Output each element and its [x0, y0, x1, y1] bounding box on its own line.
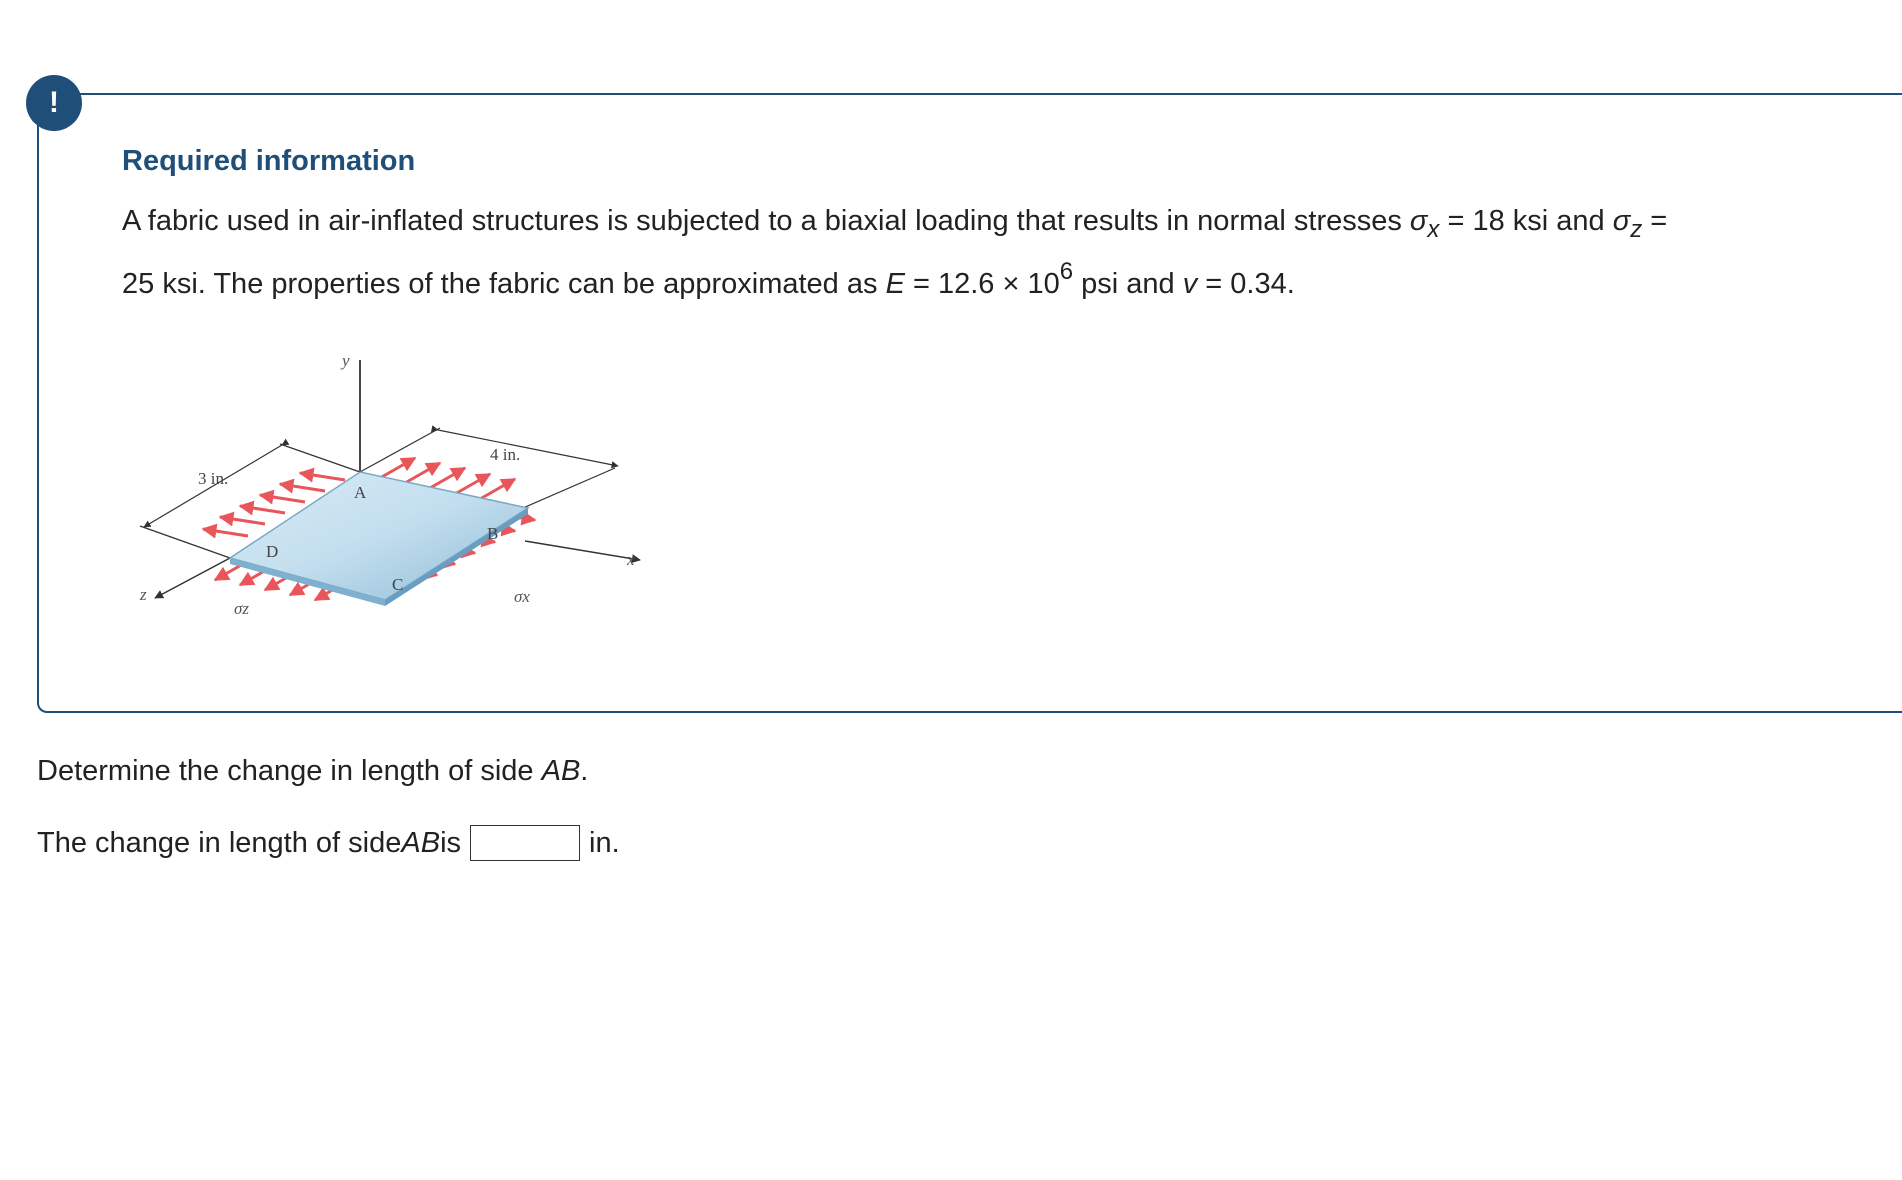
y-axis-label: y — [342, 351, 350, 370]
corner-label-d: D — [266, 542, 279, 561]
dimension-line-4in — [438, 430, 618, 466]
poisson-symbol: v — [1182, 268, 1198, 300]
sigma-x-value: = 18 ksi and — [1439, 205, 1613, 237]
answer-unit: in. — [589, 826, 620, 859]
statement-text: 25 ksi. The properties of the fabric can be approximated as — [122, 268, 886, 300]
stress-label-x: σx — [514, 587, 530, 606]
corner-label-b: B — [487, 524, 499, 543]
modulus-value: = 12.6 × 10 — [904, 268, 1060, 300]
corner-label-a: A — [354, 483, 367, 502]
answer-row — [37, 825, 620, 861]
answer-side-label: AB — [401, 826, 441, 859]
subscript-x: x — [1427, 216, 1440, 243]
z-axis-label: z — [140, 585, 147, 604]
corner-label-c: C — [392, 575, 404, 594]
sigma-symbol: σ — [1612, 205, 1631, 237]
question-end: . — [580, 755, 589, 787]
subscript-z: z — [1630, 216, 1643, 243]
statement-text: A fabric used in air-inflated structures is subjected to a biaxial loading that results in normal stresses — [122, 205, 1410, 237]
answer-is: is — [440, 826, 462, 859]
sigma-symbol: σ — [1409, 205, 1428, 237]
poisson-value: = 0.34. — [1197, 268, 1295, 300]
fabric-plate — [230, 472, 528, 600]
dimension-line-3in — [280, 444, 360, 472]
sigma-z-equals: = — [1642, 205, 1668, 237]
modulus-symbol: E — [885, 268, 905, 300]
info-title: Required information — [122, 145, 416, 177]
psi-and-text: psi and — [1073, 268, 1183, 300]
fabric-plate-figure — [130, 348, 650, 638]
stress-label-z: σz — [234, 599, 249, 618]
x-axis — [525, 541, 640, 560]
x-axis-label: x — [627, 550, 635, 569]
problem-statement-line-2 — [122, 258, 1295, 301]
dimension-label-4in: 4 in. — [490, 445, 521, 464]
question-text — [37, 755, 588, 788]
answer-input[interactable] — [470, 825, 580, 861]
question-start: Determine the change in length of side — [37, 755, 542, 787]
exponent: 6 — [1059, 258, 1074, 285]
answer-prefix: The change in length of side — [37, 826, 402, 859]
exclamation-icon: ! — [26, 75, 82, 131]
side-label: AB — [541, 755, 581, 787]
dimension-label-3in: 3 in. — [198, 469, 229, 488]
problem-statement-line-1 — [122, 205, 1667, 244]
